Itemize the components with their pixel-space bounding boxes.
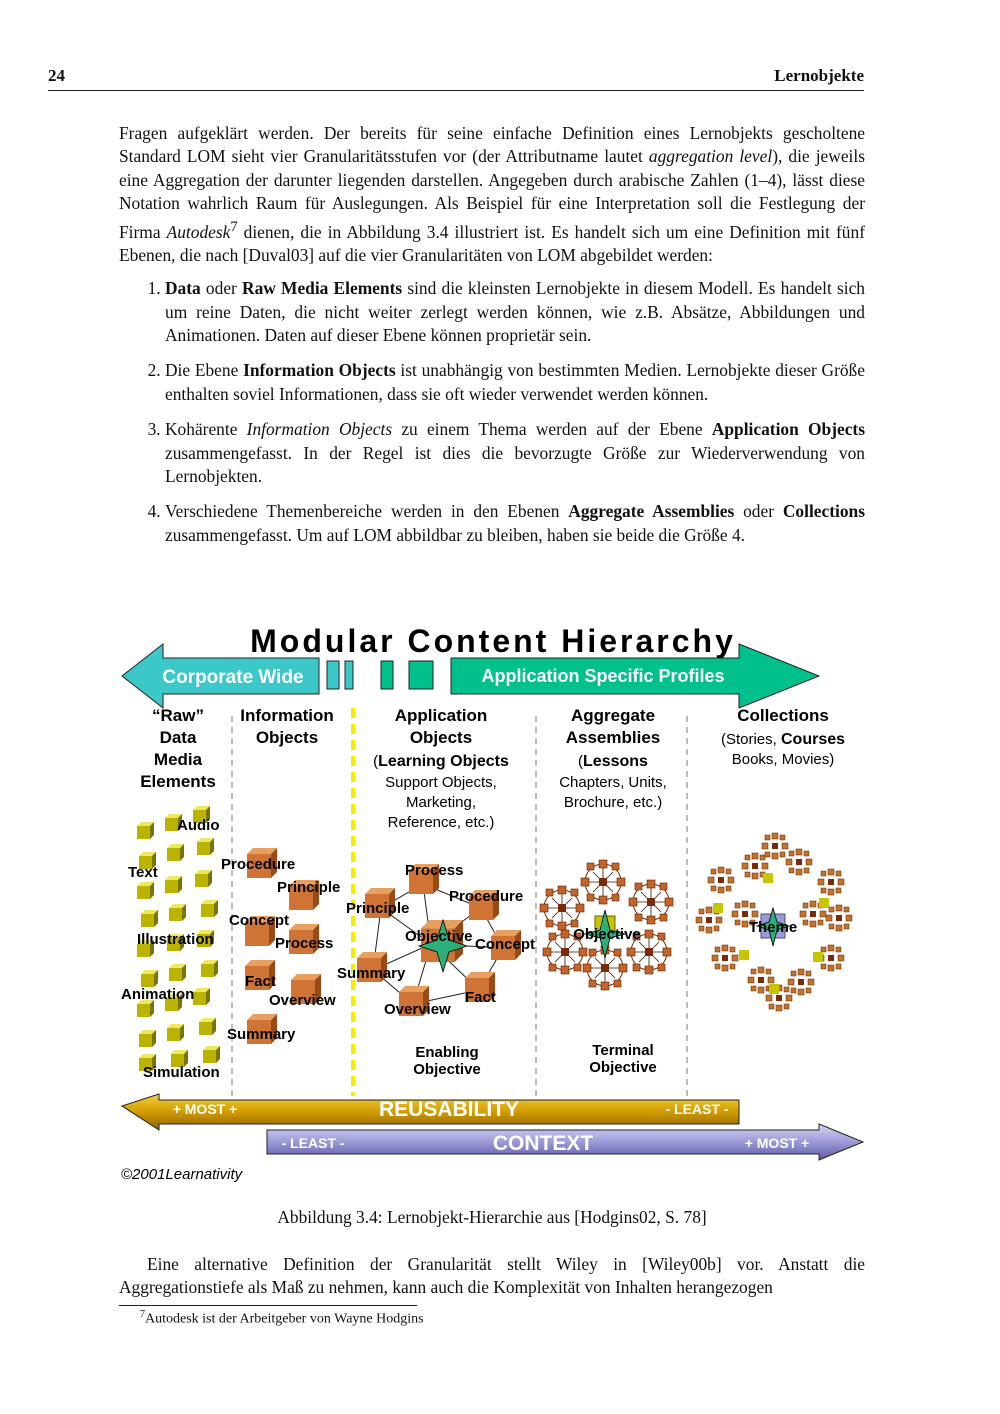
coll-sub-bold: Courses (780, 731, 846, 748)
text-run: dienen, die in Abbildung 3.4 illustriert ist. Es handelt sich um eine Definition mit fünf Ebenen, die nach [Duval03] auf die vier Granularitäten von LOM abgebildet werden: (119, 221, 865, 265)
text-run: Die Ebene (165, 360, 244, 381)
caption-line: Terminal (592, 1042, 654, 1059)
label-concept: Concept (475, 936, 535, 953)
text-run: Fragen aufgeklärt werden. Der bereits für seine einfache Definition eines Lernobjekts gescholtene Standard LOM sieht vier Granularitätsstufen vor (der Attributname lautet (119, 123, 865, 167)
label-principle: Principle (346, 900, 410, 917)
label-theme: Theme (748, 919, 798, 936)
term: Information Objects (243, 360, 396, 381)
term: Aggregate Assemblies (568, 501, 735, 522)
emphasis: aggregation level (648, 146, 773, 167)
list-item (165, 277, 865, 347)
term: Data (165, 278, 201, 299)
figure-modular-content-hierarchy (119, 618, 865, 1188)
label-overview: Overview (384, 1001, 451, 1018)
heading-app-line: Application (394, 706, 488, 725)
text-run: sind die kleinsten Lernobjekte in diesem Modell. Es handelt sich um reine Daten, die nicht weiter zerlegt werden können, wie z.B. Absätze, Abbildungen und Animationen. Daten auf dieser Ebene können proprietär sein. (165, 278, 865, 346)
text-run: oder (200, 278, 243, 299)
context-right-label: + MOST + (744, 1135, 810, 1151)
aggregate-assembly-flowers (540, 860, 673, 990)
label-process: Process (275, 935, 334, 952)
context-left-label: - LEAST - (281, 1135, 345, 1151)
label-fact: Fact (465, 989, 496, 1006)
figure-caption: Abbildung 3.4: Lernobjekt-Hierarchie aus [Hodgins02, S. 78] (277, 1207, 707, 1227)
label-objective: Objective (573, 926, 641, 943)
heading-info-line: Information (240, 706, 334, 725)
reuse-center-label: REUSABILITY (378, 1098, 520, 1121)
segment-block (381, 661, 393, 689)
heading-agg-line: Aggregate (570, 706, 656, 725)
segment-block (345, 661, 353, 689)
label-process: Process (405, 862, 464, 879)
app-sub-bold: Learning Objects (378, 753, 509, 770)
text-run: ), die jeweils eine Aggregation der darunter liegenden darstellen. Angegeben durch arabische Zahlen (1–4), lässt diese Notation wahrlich Raum für Auslegungen. Als Beispiel für eine Interpretation soll die Festlegung der Firma (119, 146, 865, 242)
app-sub-line: Marketing, (405, 794, 477, 811)
app-sub-line: Reference, etc.) (387, 814, 495, 831)
context-center-label: CONTEXT (492, 1132, 594, 1155)
page-number: 24 (48, 66, 65, 85)
body-text (119, 122, 865, 559)
coll-sub-line (721, 731, 845, 748)
text-run: Kohärente (165, 419, 247, 440)
figure-diagram (119, 618, 865, 1188)
granularity-list (119, 277, 865, 547)
footnote-number: 7 (140, 1309, 145, 1320)
segment-block (409, 661, 433, 689)
label-simulation: Simulation (143, 1064, 220, 1081)
emphasis: Autodesk (166, 221, 231, 242)
information-object-labels (221, 856, 340, 1043)
label-fact: Fact (245, 973, 276, 990)
heading-info-line: Objects (255, 728, 319, 747)
enabling-objective-caption (413, 1044, 481, 1078)
text-run: Verschiedene Themenbereiche werden in den Ebenen (165, 501, 569, 522)
caption-line: Objective (589, 1059, 657, 1076)
label-animation: Animation (121, 986, 195, 1003)
agg-sub-line: (Lessons (578, 753, 648, 770)
arrow-right-label: Application Specific Profiles (481, 666, 725, 686)
label-summary: Summary (337, 965, 406, 982)
coll-sub-line: Books, Movies) (731, 751, 835, 768)
list-item (165, 500, 865, 547)
heading-raw-line: Data (159, 728, 197, 747)
app-sub-line: (Learning Objects (373, 753, 509, 770)
figure-title: Modular Content Hierarchy (250, 623, 736, 659)
footnote (140, 1309, 424, 1328)
term: Collections (782, 501, 865, 522)
heading-coll-line: Collections (737, 706, 829, 725)
label-procedure: Procedure (449, 888, 524, 905)
intro-paragraph (119, 122, 865, 267)
label-concept: Concept (229, 912, 289, 929)
coll-sub-a: (Stories, (720, 731, 781, 748)
arrow-left-label: Corporate Wide (162, 667, 304, 688)
text-run: zusammengefasst. Um auf LOM abbildbar zu bleiben, haben sie beide die Größe 4. (165, 524, 745, 545)
heading-raw-line: Elements (140, 772, 216, 791)
label-objective: Objective (405, 928, 473, 945)
app-sub-line: Support Objects, (385, 774, 497, 791)
figure-copyright: ©2001Learnativity (121, 1166, 243, 1183)
label-illustration: Illustration (137, 931, 214, 948)
text-run: Eine alternative Definition der Granularität stellt Wiley in [Wiley00b] vor. Anstatt die Aggregationstiefe als Maß zu nehmen, kann auch die Komplexität von Inhalten herangezogen (119, 1254, 865, 1298)
following-paragraph (119, 1253, 865, 1300)
agg-sub-line: Chapters, Units, (559, 774, 667, 791)
label-overview: Overview (269, 992, 336, 1009)
label-summary: Summary (227, 1026, 296, 1043)
heading-app-line: Objects (409, 728, 473, 747)
footnote-text: Autodesk ist der Arbeitgeber von Wayne Hodgins (145, 1311, 424, 1327)
footnote-mark: 7 (230, 218, 238, 235)
list-item (165, 359, 865, 406)
label-text: Text (128, 864, 158, 881)
terminal-objective-caption (589, 1042, 657, 1076)
emphasis: Information Objects (246, 419, 393, 440)
heading-raw-line: “Raw” (152, 706, 204, 725)
text-run: zu einem Thema werden auf der Ebene (392, 419, 712, 440)
label-principle: Principle (277, 879, 341, 896)
running-header (48, 66, 864, 91)
heading-raw-line: Media (153, 750, 203, 769)
agg-sub-bold: Lessons (583, 753, 648, 770)
reuse-right-label: - LEAST - (665, 1101, 729, 1117)
term: Raw Media Elements (242, 278, 403, 299)
footnote-rule (119, 1305, 417, 1306)
term: Application Objects (711, 419, 865, 440)
list-item (165, 418, 865, 488)
reuse-left-label: + MOST + (172, 1101, 238, 1117)
heading-agg-line: Assemblies (565, 728, 661, 747)
label-audio: Audio (177, 817, 220, 834)
caption-line: Objective (413, 1061, 481, 1078)
text-run: ist unabhängig von bestimmten Medien. Lernobjekte dieser Größe enthalten soviel Informationen, dass sie oft wieder verwendet werden können. (165, 360, 865, 404)
segment-block (327, 661, 339, 689)
agg-sub-line: Brochure, etc.) (563, 794, 663, 811)
caption-line: Enabling (415, 1044, 479, 1061)
running-title: Lernobjekte (774, 66, 864, 85)
text-run: oder (734, 501, 783, 522)
label-procedure: Procedure (221, 856, 296, 873)
text-run: zusammengefasst. In der Regel ist dies die bevorzugte Größe zur Wiederverwendung von Lernobjekten. (165, 442, 865, 487)
